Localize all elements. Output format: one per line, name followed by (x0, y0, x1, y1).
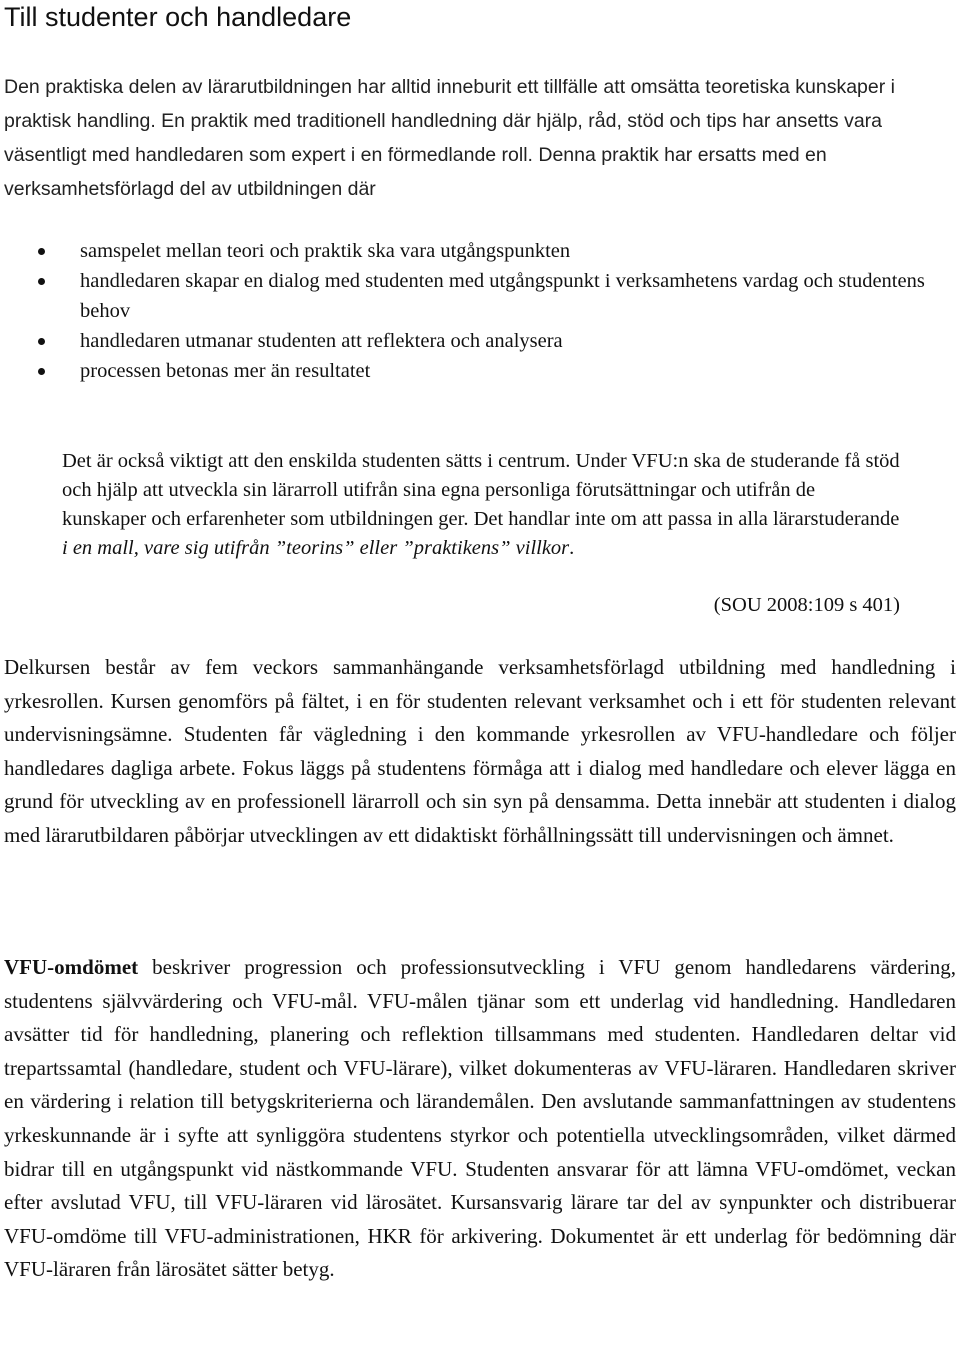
block-quote (62, 447, 902, 563)
vfu-omdome-text: beskriver progression och professionsutveckling i VFU genom handledarens värdering, studentens självvärdering och VFU-mål. VFU-målen tjänar som ett underlag vid handledning. Handledaren avsätter tid för handledning, planering och reflektion tillsammans med studenten. Handledaren deltar vid trepartssamtal (handledare, student och VFU-lärare), vilket dokumenteras av VFU-läraren. Handledaren skriver en värdering i relation till betygskriterierna och lärandemålen. Den avslutande sammanfattningen av studentens yrkeskunnande är i syfte att synliggöra studentens styrkor och potentiella utvecklingsområden, vilket därmed bidrar till en utgångspunkt vid nästkommande VFU. Studenten ansvarar för att lämna VFU-omdömet, veckan efter avslutad VFU, till VFU-läraren vid lärosätet. Kursansvarig lärare tar del av synpunkter och distribuerar VFU-omdöme till VFU-administrationen, HKR för arkivering. Dokumentet är ett underlag för bedömning där VFU-läraren från lärosätet sätter betyg. (4, 955, 956, 1282)
course-paragraph: Delkursen består av fem veckors sammanhängande verksamhetsförlagd utbildning med handledning i yrkesrollen. Kursen genomförs på fältet, i en för studenten relevant verksamhet och i ett för studenten relevant undervisningsämne. Studenten får vägledning i den kommande yrkesrollen av VFU-handledare och följer handledares dagliga arbete. Fokus läggs på studentens förmåga att i dialog med handledare och elever lägga en grund för utveckling av en professionell lärarroll och sin syn på densamma. Detta innebär att studenten i dialog med lärarutbildaren påbörjar utvecklingen av ett didaktiskt förhållningssätt till undervisningen och ämnet. (4, 655, 956, 847)
page-title: Till studenter och handledare (4, 2, 352, 32)
quote-italic-text: i en mall, vare sig utifrån ”teorins” eller ”praktikens” villkor (62, 537, 570, 559)
quote-end: . (569, 537, 575, 559)
list-item: processen betonas mer än resultatet (0, 356, 956, 386)
intro-paragraph: Den praktiska delen av lärarutbildningen har alltid inneburit ett tillfälle att omsätta teoretiska kunskaper i praktisk handling. En praktik med traditionell handledning där hjälp, råd, stöd och tips har ansetts vara väsentligt med handledaren som expert i en förmedlande roll. Denna praktik har ersatts med en verksamhetsförlagd del av utbildningen där (4, 76, 895, 200)
list-item: samspelet mellan teori och praktik ska vara utgångspunkten (0, 236, 956, 266)
quote-text: Det är också viktigt att den enskilda studenten sätts i centrum. Under VFU:n ska de studerande få stöd och hjälp att utveckla sin lärarroll utifrån sina egna personliga förutsättningar och utifrån de kunskaper och erfarenheter som utbildningen ger. Det handlar inte om att passa in alla lärarstuderande (62, 450, 900, 530)
vfu-omdome-term: VFU-omdömet (4, 955, 139, 979)
vfu-omdome-paragraph (4, 951, 956, 1287)
quote-citation: (SOU 2008:109 s 401) (713, 594, 900, 616)
list-item: handledaren skapar en dialog med studenten med utgångspunkt i verksamhetens vardag och studentens behov (0, 266, 956, 326)
bullet-list (0, 236, 956, 386)
list-item: handledaren utmanar studenten att reflektera och analysera (0, 326, 956, 356)
